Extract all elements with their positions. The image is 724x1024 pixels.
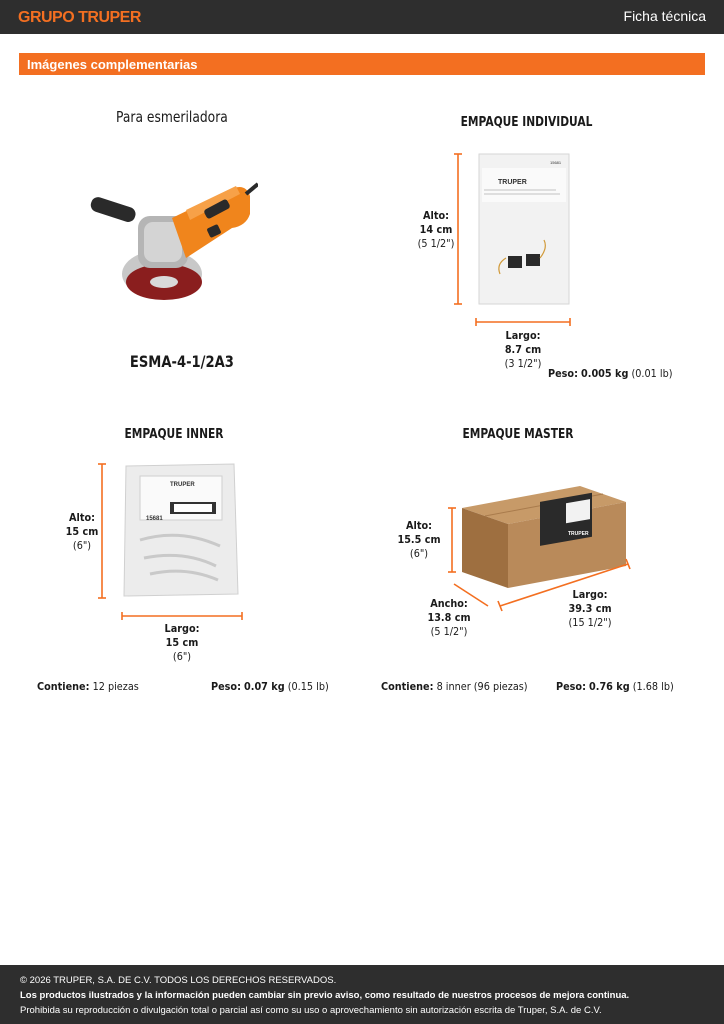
master-length: Largo: 39.3 cm (15 1/2") xyxy=(568,588,612,629)
individual-length: Largo: 8.7 cm (3 1/2") xyxy=(504,329,542,370)
inner-weight: Peso: 0.07 kg (0.15 lb) xyxy=(211,680,329,693)
inner-title: EMPAQUE INNER xyxy=(124,427,224,442)
angle-grinder-image xyxy=(86,170,258,304)
individual-title: EMPAQUE INDIVIDUAL xyxy=(460,115,593,130)
grupo-truper-logo: GRUPO TRUPER xyxy=(18,9,141,26)
footer xyxy=(0,965,724,1024)
footer-notice: Los productos ilustrados y la información pueden cambiar sin previo aviso, como resultado de nuestros procesos de mejora continua. xyxy=(20,990,630,1001)
inner-length: Largo: 15 cm (6") xyxy=(164,622,200,663)
section-title: Imágenes complementarias xyxy=(27,57,198,72)
individual-height: Alto: 14 cm (5 1/2") xyxy=(417,209,455,250)
master-pack-brand: TRUPER xyxy=(568,531,589,537)
product-caption: Para esmeriladora xyxy=(116,108,228,126)
master-title: EMPAQUE MASTER xyxy=(462,427,574,442)
inner-pack-code: 15681 xyxy=(146,516,163,522)
section-header xyxy=(19,53,705,75)
top-bar xyxy=(0,0,724,34)
inner-pack-brand: TRUPER xyxy=(170,482,195,488)
master-contains: Contiene: 8 inner (96 piezas) xyxy=(381,680,528,693)
footer-legal: Prohibida su reproducción o divulgación total o parcial así como su uso o aprovechamiento sin autorización escrita de Truper, S.A. de C.V. xyxy=(20,1005,602,1016)
inner-contains: Contiene: 12 piezas xyxy=(37,680,139,693)
individual-weight: Peso: 0.005 kg (0.01 lb) xyxy=(548,367,673,380)
inner-height: Alto: 15 cm (6") xyxy=(65,511,99,552)
master-weight: Peso: 0.76 kg (1.68 lb) xyxy=(556,680,674,693)
product-model: ESMA-4-1/2A3 xyxy=(129,352,234,371)
document-type: Ficha técnica xyxy=(623,8,706,24)
individual-pack-code: 15681 xyxy=(550,160,562,165)
inner-dimension-lines xyxy=(96,462,244,624)
master-height: Alto: 15.5 cm (6") xyxy=(397,519,441,560)
master-width: Ancho: 13.8 cm (5 1/2") xyxy=(427,597,471,638)
footer-copyright: © 2026 TRUPER, S.A. DE C.V. TODOS LOS DERECHOS RESERVADOS. xyxy=(20,975,337,986)
individual-pack-brand: TRUPER xyxy=(498,179,527,186)
individual-dimension-lines xyxy=(452,152,576,332)
